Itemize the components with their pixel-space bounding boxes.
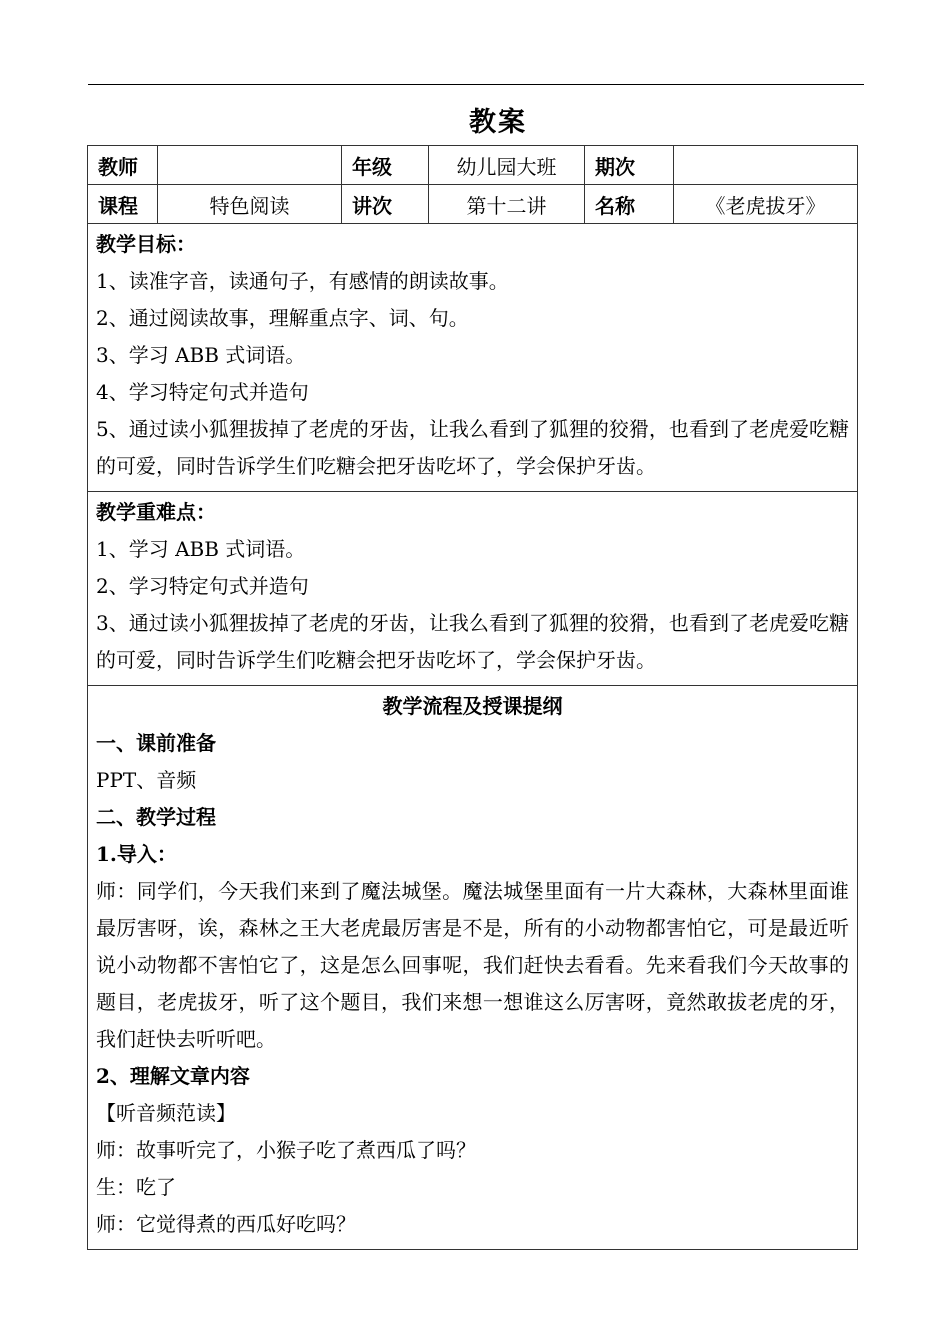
teaching-heading: 二、教学过程 xyxy=(96,805,216,829)
key-points-row xyxy=(88,492,858,686)
process-section xyxy=(88,686,858,1250)
objective-item: 4、学习特定句式并造句 xyxy=(96,380,309,404)
name-label: 名称 xyxy=(585,185,674,224)
name-value: 《老虎拔牙》 xyxy=(674,185,858,224)
key-points-heading: 教学重难点： xyxy=(96,500,216,524)
period-value xyxy=(674,146,858,185)
objectives-heading: 教学目标： xyxy=(96,232,196,256)
key-point-item: 1、学习 ABB 式词语。 xyxy=(96,537,306,561)
process-heading: 教学流程及授课提纲 xyxy=(382,694,563,718)
understand-heading: 2、理解文章内容 xyxy=(96,1064,250,1088)
prep-text: PPT、音频 xyxy=(96,768,197,792)
prep-heading: 一、课前准备 xyxy=(96,731,216,755)
objective-item: 3、学习 ABB 式词语。 xyxy=(96,343,306,367)
lesson-plan-table xyxy=(87,145,858,1250)
dialogue-line: 生：吃了 xyxy=(96,1175,176,1199)
dialogue-line: 师：它觉得煮的西瓜好吃吗？ xyxy=(96,1212,356,1236)
process-row xyxy=(88,686,858,1250)
period-label: 期次 xyxy=(585,146,674,185)
course-value: 特色阅读 xyxy=(158,185,342,224)
page-title: 教案 xyxy=(469,107,527,138)
audio-label: 【听音频范读】 xyxy=(96,1101,236,1125)
intro-heading: 1.导入： xyxy=(96,842,177,866)
objectives-row xyxy=(88,224,858,492)
objective-item: 1、读准字音，读通句子，有感情的朗读故事。 xyxy=(96,269,509,293)
grade-label: 年级 xyxy=(342,146,429,185)
key-points-section xyxy=(88,492,858,686)
lesson-label: 讲次 xyxy=(342,185,429,224)
teacher-label: 教师 xyxy=(88,146,158,185)
objectives-section xyxy=(88,224,858,492)
header-rule xyxy=(88,84,864,85)
lesson-value: 第十二讲 xyxy=(429,185,585,224)
teacher-value xyxy=(158,146,342,185)
grade-value: 幼儿园大班 xyxy=(429,146,585,185)
objective-item: 5、通过读小狐狸拔掉了老虎的牙齿，让我么看到了狐狸的狡猾，也看到了老虎爱吃糖的可爱，同时告诉学生们吃糖会把牙齿吃坏了，学会保护牙齿。 xyxy=(96,417,849,478)
meta-row-2 xyxy=(88,185,858,224)
key-point-item: 2、学习特定句式并造句 xyxy=(96,574,309,598)
course-label: 课程 xyxy=(88,185,158,224)
key-point-item: 3、通过读小狐狸拔掉了老虎的牙齿，让我么看到了狐狸的狡猾，也看到了老虎爱吃糖的可爱，同时告诉学生们吃糖会把牙齿吃坏了，学会保护牙齿。 xyxy=(96,611,849,672)
dialogue-line: 师：故事听完了，小猴子吃了煮西瓜了吗？ xyxy=(96,1138,476,1162)
intro-text: 师：同学们，今天我们来到了魔法城堡。魔法城堡里面有一片大森林，大森林里面谁最厉害呀，诶，森林之王大老虎最厉害是不是，所有的小动物都害怕它，可是最近听说小动物都不害怕它了，这是怎么回事呢，我们赶快去看看。先来看我们今天故事的题目，老虎拔牙，听了这个题目，我们来想一想谁这么厉害呀，竟然敢拔老虎的牙，我们赶快去听听吧。 xyxy=(96,879,849,1051)
objective-item: 2、通过阅读故事，理解重点字、词、句。 xyxy=(96,306,469,330)
meta-row-1 xyxy=(88,146,858,185)
